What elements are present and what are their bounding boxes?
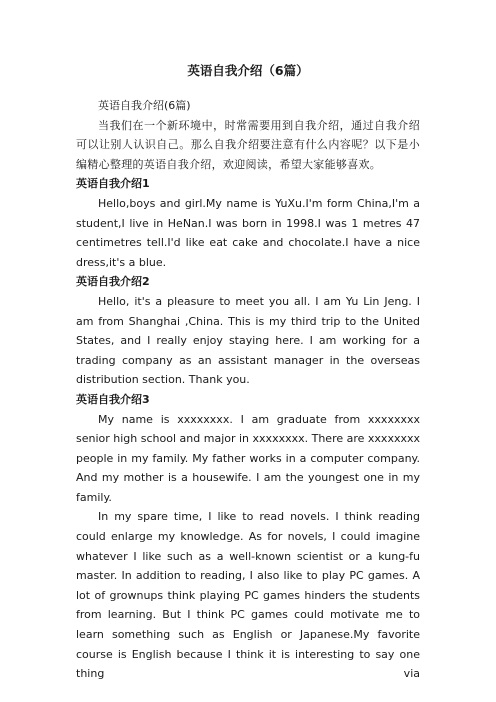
section-3-paragraph-1: My name is xxxxxxxx. I am graduate from xxxxxxxx senior high school and major in xxxxxxxx. There are xxxxxxxx people in my family. My father works in a computer company. And my mother is a housewife. I am the youngest one in my family.: [76, 412, 420, 504]
document-subtitle: 英语自我介绍(6篇): [98, 99, 191, 112]
section-heading-2: 英语自我介绍2: [76, 275, 150, 289]
section-heading-1: 英语自我介绍1: [76, 177, 150, 191]
intro-paragraph: 当我们在一个新环境中，时常需要用到自我介绍，通过自我介绍可以让别人认识自己。那么自我介绍要注意有什么内容呢？以下是小编精心整理的英语自我介绍，欢迎阅读，希望大家能够喜欢。: [76, 118, 420, 171]
section-heading-3: 英语自我介绍3: [76, 392, 150, 406]
document-title: 英语自我介绍（6篇）: [187, 63, 309, 78]
section-3-paragraph-2: In my spare time, I like to read novels. I think reading could enlarge my knowledge. As for novels, I could imagine whatever I like such as a well-known scientist or a kung-fu master. In addition to reading, I also like to play PC games. A lot of grownups think playing PC games hinders the students from learning. But I think PC games could motivate me to learn something such as English or Japanese.My favorite course is English because I think it is interesting to say one thing via: [76, 510, 420, 681]
section-1-paragraph-1: Hello,boys and girl.My name is YuXu.I'm form China,I'm a student,I live in HeNan.I was born in 1998.I was 1 metres 47 centimetres tell.I'd like eat cake and chocolate.I have a nice dress,it's a blue.: [76, 196, 420, 269]
section-2-paragraph-1: Hello, it's a pleasure to meet you all. I am Yu Lin Jeng. I am from Shanghai ,China. This is my third trip to the United States, and I really enjoy staying here. I am working for a trading company as an assistant manager in the overseas distribution section. Thank you.: [76, 294, 420, 387]
